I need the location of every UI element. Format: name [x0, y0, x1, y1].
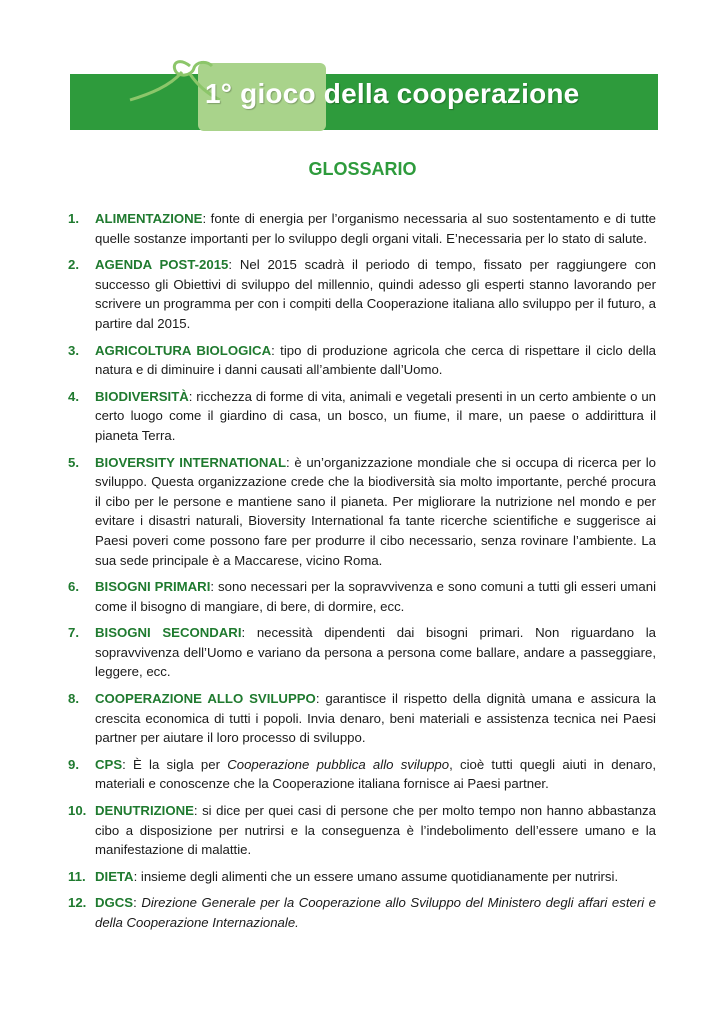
entry-number: 6. — [68, 579, 79, 595]
entry-definition: : Nel 2015 scadrà il periodo di tempo, fissato per raggiungere con successo gli Obiettivi di sviluppo del millennio, quindi adesso gli esperti stanno lavorando per scrivere un programma per con i compiti della Cooperazione italiana allo sviluppo per il futuro, a partire dal 2015. — [95, 257, 656, 331]
glossary-entry — [68, 341, 656, 380]
glossary-entry — [68, 893, 656, 932]
page-title: GLOSSARIO — [308, 159, 417, 179]
glossary-entry — [68, 209, 656, 248]
entry-term: BIOVERSITY INTERNATIONAL — [95, 454, 287, 470]
entry-number: 3. — [68, 342, 79, 358]
entry-number: 10. — [68, 803, 87, 819]
glossary-entry — [68, 801, 656, 860]
entry-number: 4. — [68, 388, 79, 404]
entry-definition: : insieme degli alimenti che un essere umano assume quotidianamente per nutrirsi. — [133, 868, 619, 884]
entry-term: DGCS — [95, 895, 134, 911]
glossary-list — [68, 209, 656, 940]
entry-definition: : garantisce il rispetto della dignità umana e assicura la crescita economica di tutti i popoli. Invia denaro, beni materiali e assistenza tecnica nei Paesi partner per aiutare il loro processo di sviluppo. — [95, 691, 657, 746]
glossary-entry — [68, 255, 656, 333]
glossary-entry — [68, 867, 656, 887]
entry-definition: : fonte di energia per l’organismo necessaria al suo sostentamento e di tutte quelle sostanze importanti per lo sviluppo degli organi vitali. E’necessaria per lo stato di salute. — [95, 211, 656, 246]
entry-number: 9. — [68, 756, 79, 772]
glossary-entry — [68, 453, 656, 571]
entry-number: 7. — [68, 625, 79, 641]
entry-number: 12. — [68, 895, 87, 911]
entry-term: AGRICOLTURA BIOLOGICA — [95, 342, 272, 358]
banner-title: 1° gioco della cooperazione — [205, 78, 580, 109]
entry-definition: : si dice per quei casi di persone che per molto tempo non hanno abbastanza cibo a disposizione per nutrirsi e la conseguenza è l’indebolimento dell’essere umano e la manifestazione di malattie. — [95, 803, 656, 858]
entry-definition: : è un’organizzazione mondiale che si occupa di ricerca per lo sviluppo. Questa organizzazione crede che la biodiversità sia molto importante, perché procura il cibo per le persone e mantiene sano il pianeta. Per migliorare la nutrizione nel mondo e per evitare i disastri naturali, Bioversity International fa tante ricerche scientifiche e suggerisce ai Paesi poveri come possono fare per produrre il cibo necessario, senza rovinare l’ambiente. La sua sede principale è a Maccarese, vicino Roma. — [95, 454, 656, 568]
entry-number: 5. — [68, 454, 79, 470]
entry-term: COOPERAZIONE ALLO SVILUPPO — [95, 691, 316, 707]
entry-term: ALIMENTAZIONE — [95, 211, 203, 226]
glossary-entry — [68, 623, 656, 682]
entry-term: CPS — [95, 756, 123, 772]
entry-term: BIODIVERSITÀ — [95, 388, 189, 404]
entry-term: DENUTRIZIONE — [95, 803, 194, 819]
glossary-entry — [68, 387, 656, 446]
glossary-entry — [68, 689, 656, 748]
entry-definition: : sono necessari per la sopravvivenza e sono comuni a tutti gli esseri umani come il bisogno di mangiare, di bere, di dormire, ecc. — [95, 579, 657, 614]
entry-term: BISOGNI SECONDARI — [95, 625, 242, 641]
entry-definition-lead: : È la sigla per — [122, 756, 228, 772]
glossary-entry — [68, 577, 656, 616]
entry-definition-italic: Cooperazione pubblica allo sviluppo — [227, 756, 450, 772]
entry-definition: : ricchezza di forme di vita, animali e vegetali presenti in un certo ambiente o un certo luogo come il giardino di casa, un bosco, un fiume, il mare, un paese o addirittura il pianeta Terra. — [95, 388, 656, 443]
entry-number: 8. — [68, 691, 79, 707]
entry-definition: : tipo di produzione agricola che cerca di rispettare il ciclo della natura e di diminuire i danni causati all’ambiente dall’Uomo. — [95, 342, 656, 378]
entry-number: 2. — [68, 257, 79, 273]
entry-number: 11. — [68, 868, 86, 884]
entry-term: AGENDA POST-2015 — [95, 257, 229, 273]
entry-definition-italic: Direzione Generale per la Cooperazione allo Sviluppo del Ministero degli affari esteri e della Cooperazione Internazionale. — [95, 895, 656, 930]
entry-definition-lead: : — [133, 895, 142, 911]
entry-term: BISOGNI PRIMARI — [95, 579, 211, 595]
glossary-entry — [68, 755, 656, 794]
entry-number: 1. — [68, 211, 79, 226]
entry-definition-tail: , cioè tutti quegli aiuti in denaro, materiali e conoscenze che la Cooperazione italiana fornisce ai Paesi partner. — [95, 756, 656, 792]
entry-term: DIETA — [95, 868, 134, 884]
entry-definition: : necessità dipendenti dai bisogni primari. Non riguardano la sopravvivenza dell’Uomo e variano da persona a persona come ballare, andare a passeggiare, leggere, ecc. — [95, 625, 656, 680]
